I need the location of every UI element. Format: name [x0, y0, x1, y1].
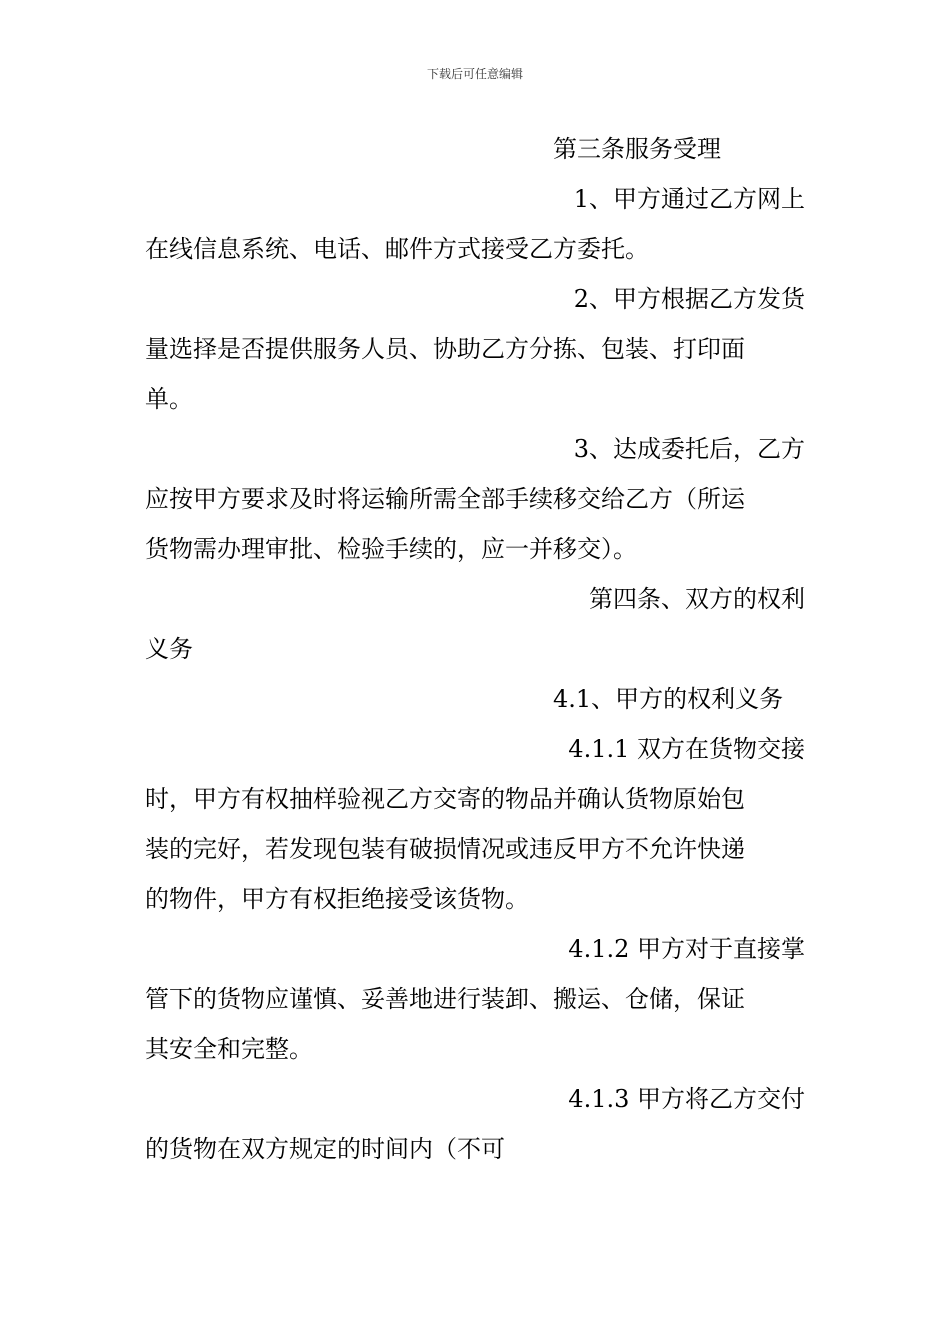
- document-body: [145, 124, 805, 1174]
- section-4-1-heading: 4.1、甲方的权利义务: [553, 685, 784, 713]
- paragraph-line: 单。: [145, 385, 193, 413]
- paragraph-line: 在线信息系统、电话、邮件方式接受乙方委托。: [145, 235, 649, 263]
- paragraph-line: 货物需办理审批、检验手续的，应一并移交）。: [145, 535, 637, 563]
- page-header: 下载后可任意编辑: [426, 67, 523, 81]
- paragraph-line: 其安全和完整。: [145, 1035, 313, 1063]
- paragraph-line: 1、甲方通过乙方网上: [573, 185, 805, 213]
- paragraph-line: 的物件，甲方有权拒绝接受该货物。: [145, 885, 529, 913]
- paragraph-line: 4.1.3 甲方将乙方交付: [568, 1085, 805, 1113]
- article-4-heading: 第四条、双方的权利: [589, 585, 805, 613]
- paragraph-line: 4.1.2 甲方对于直接掌: [568, 935, 805, 963]
- paragraph-line: 的货物在双方规定的时间内（不可: [145, 1135, 505, 1163]
- article-3-heading: 第三条服务受理: [553, 135, 721, 163]
- paragraph-line: 装的完好，若发现包装有破损情况或违反甲方不允许快递: [145, 835, 745, 863]
- paragraph-line: 管下的货物应谨慎、妥善地进行装卸、搬运、仓储，保证: [145, 985, 745, 1013]
- article-4-heading-cont: 义务: [145, 635, 193, 663]
- paragraph-line: 时，甲方有权抽样验视乙方交寄的物品并确认货物原始包: [145, 785, 745, 813]
- paragraph-line: 4.1.1 双方在货物交接: [568, 735, 805, 763]
- paragraph-line: 2、甲方根据乙方发货: [573, 285, 805, 313]
- paragraph-line: 3、达成委托后，乙方: [573, 435, 805, 463]
- paragraph-line: 量选择是否提供服务人员、协助乙方分拣、包装、打印面: [145, 335, 745, 363]
- paragraph-line: 应按甲方要求及时将运输所需全部手续移交给乙方（所运: [145, 485, 745, 513]
